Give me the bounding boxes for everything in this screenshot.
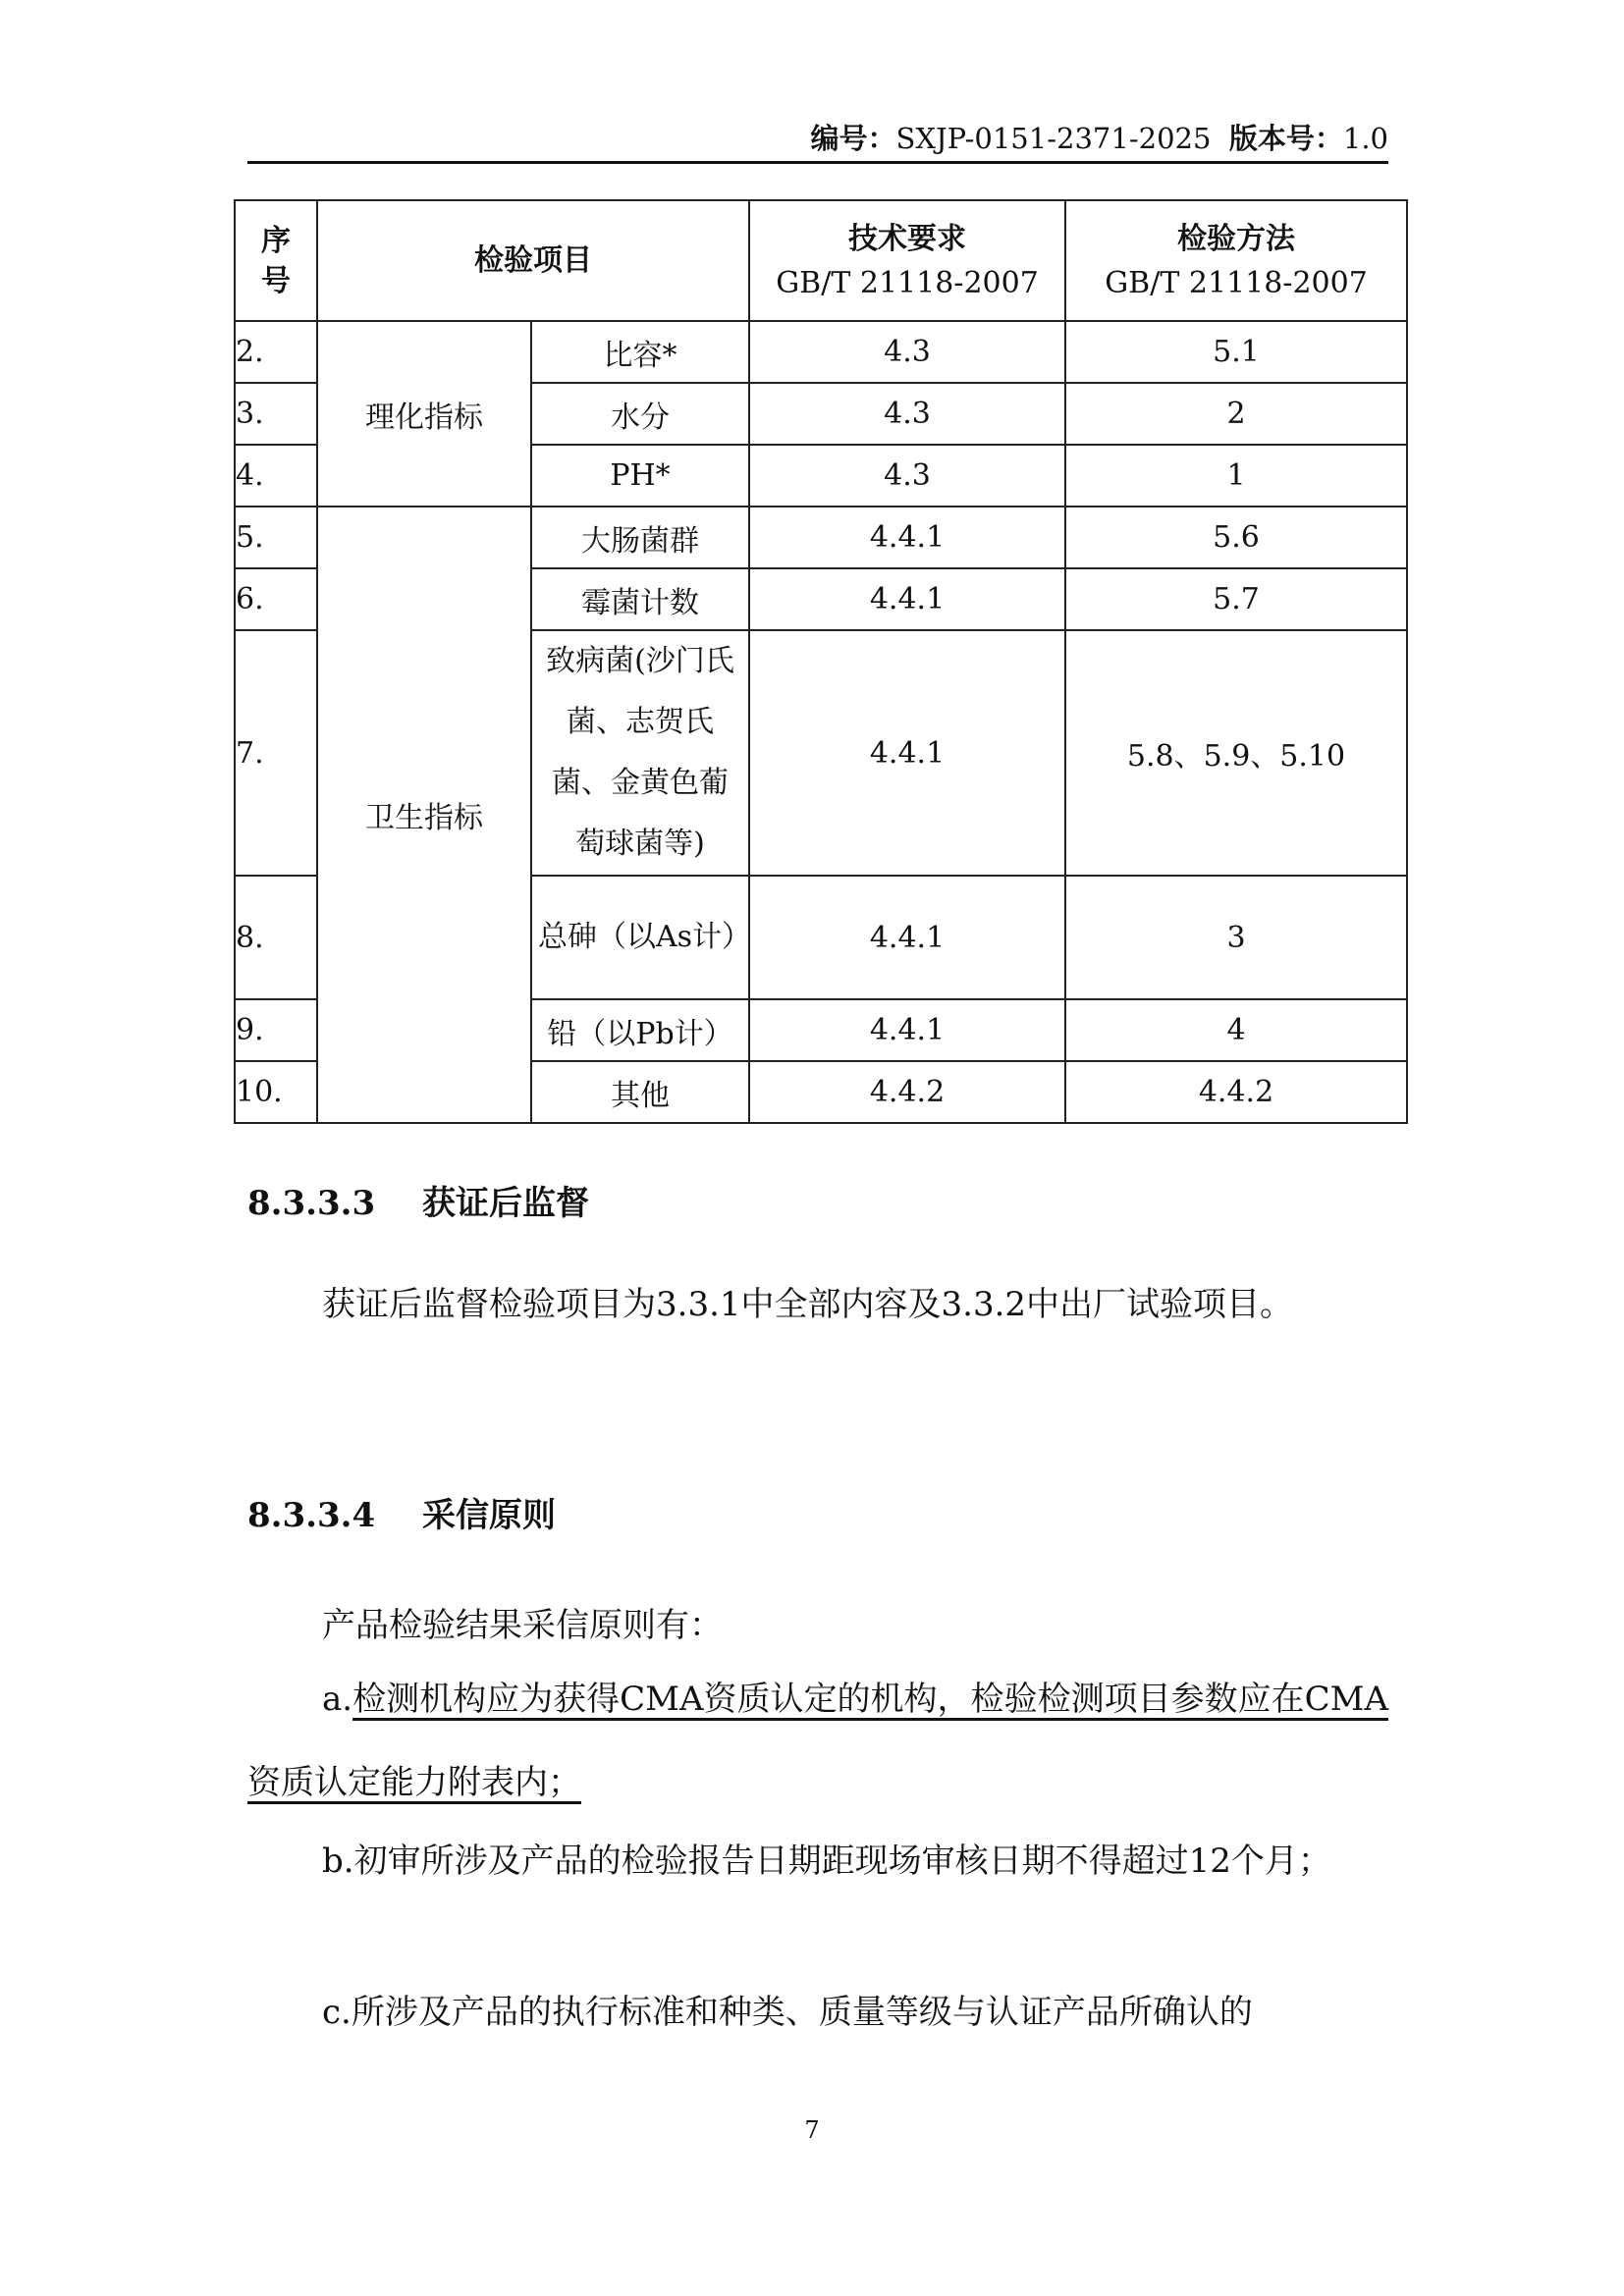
section-title: 获证后监督 bbox=[422, 1184, 589, 1223]
row-item: 铅（以Pb计） bbox=[531, 999, 749, 1061]
item-a-prefix: a. bbox=[322, 1680, 353, 1719]
header-item: 检验项目 bbox=[317, 200, 749, 321]
row-requirement: 4.4.2 bbox=[749, 1061, 1065, 1123]
section-number: 8.3.3.4 bbox=[247, 1496, 376, 1535]
row-seq: 8. bbox=[235, 876, 317, 999]
row-seq: 5. bbox=[235, 507, 317, 568]
item-a-text: 检测机构应为获得CMA资质认定的机构，检验检测项目参数应在CMA资质认定能力附表内； bbox=[247, 1680, 1388, 1802]
row-seq: 3. bbox=[235, 383, 317, 445]
doc-code: SXJP-0151-2371-2025 bbox=[895, 122, 1212, 155]
row-method: 4 bbox=[1065, 999, 1407, 1061]
header-requirement-title: 技术要求 bbox=[848, 221, 966, 256]
row-seq: 2. bbox=[235, 321, 317, 383]
row-item: 霉菌计数 bbox=[531, 568, 749, 630]
principle-item-a bbox=[247, 1658, 1388, 1825]
row-item: PH* bbox=[531, 445, 749, 507]
row-item: 比容* bbox=[531, 321, 749, 383]
inspection-items-table bbox=[234, 199, 1408, 1124]
header-method-title: 检验方法 bbox=[1177, 221, 1295, 256]
group-hygiene: 卫生指标 bbox=[317, 507, 531, 1123]
row-method: 3 bbox=[1065, 876, 1407, 999]
row-seq: 7. bbox=[235, 630, 317, 876]
row-requirement: 4.4.1 bbox=[749, 507, 1065, 568]
version-number: 1.0 bbox=[1342, 122, 1388, 155]
section-title: 采信原则 bbox=[422, 1496, 556, 1535]
principle-item-b: b.初审所涉及产品的检验报告日期距现场审核日期不得超过12个月； bbox=[322, 1842, 1331, 1881]
row-method: 1 bbox=[1065, 445, 1407, 507]
table-row bbox=[235, 321, 1407, 383]
page-number: 7 bbox=[804, 2116, 820, 2144]
row-requirement: 4.3 bbox=[749, 383, 1065, 445]
principle-item-c: c.所涉及产品的执行标准和种类、质量等级与认证产品所确认的 bbox=[322, 1993, 1253, 2032]
row-item: 致病菌(沙门氏菌、志贺氏菌、金黄色葡萄球菌等) bbox=[531, 630, 749, 876]
row-item: 大肠菌群 bbox=[531, 507, 749, 568]
row-requirement: 4.4.1 bbox=[749, 876, 1065, 999]
row-requirement: 4.3 bbox=[749, 445, 1065, 507]
row-method: 5.8、5.9、5.10 bbox=[1065, 630, 1407, 876]
section-intro-paragraph: 产品检验结果采信原则有： bbox=[322, 1606, 723, 1645]
table-header-row bbox=[235, 200, 1407, 321]
row-seq: 10. bbox=[235, 1061, 317, 1123]
header-requirement-std: GB/T 21118-2007 bbox=[776, 265, 1039, 300]
row-seq: 9. bbox=[235, 999, 317, 1061]
header-method-std: GB/T 21118-2007 bbox=[1105, 265, 1368, 300]
row-requirement: 4.4.1 bbox=[749, 630, 1065, 876]
table-row bbox=[235, 507, 1407, 568]
doc-code-label: 编号： bbox=[810, 122, 896, 155]
row-requirement: 4.4.1 bbox=[749, 999, 1065, 1061]
section-number: 8.3.3.3 bbox=[247, 1184, 376, 1223]
row-item: 其他 bbox=[531, 1061, 749, 1123]
row-requirement: 4.3 bbox=[749, 321, 1065, 383]
header-seq: 序号 bbox=[235, 200, 317, 321]
row-seq: 4. bbox=[235, 445, 317, 507]
row-seq: 6. bbox=[235, 568, 317, 630]
header-requirement bbox=[749, 200, 1065, 321]
row-method: 5.6 bbox=[1065, 507, 1407, 568]
row-method: 5.7 bbox=[1065, 568, 1407, 630]
section-heading-8-3-3-3 bbox=[247, 1176, 589, 1224]
group-physchem: 理化指标 bbox=[317, 321, 531, 507]
header-method bbox=[1065, 200, 1407, 321]
document-header bbox=[247, 116, 1388, 164]
section-heading-8-3-3-4 bbox=[247, 1488, 556, 1536]
section-body-paragraph: 获证后监督检验项目为3.3.1中全部内容及3.3.2中出厂试验项目。 bbox=[322, 1285, 1294, 1324]
row-item: 总砷（以As计） bbox=[531, 876, 749, 999]
row-item: 水分 bbox=[531, 383, 749, 445]
row-method: 2 bbox=[1065, 383, 1407, 445]
row-method: 4.4.2 bbox=[1065, 1061, 1407, 1123]
version-label: 版本号： bbox=[1228, 122, 1343, 155]
row-method: 5.1 bbox=[1065, 321, 1407, 383]
row-requirement: 4.4.1 bbox=[749, 568, 1065, 630]
